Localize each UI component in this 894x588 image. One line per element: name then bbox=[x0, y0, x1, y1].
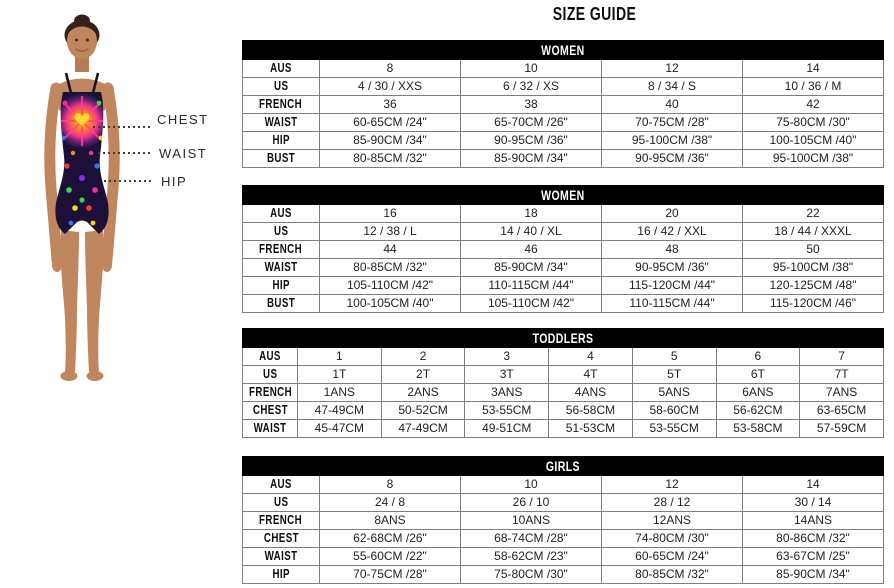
table-row bbox=[243, 114, 884, 132]
size-cell: 53-58CM bbox=[716, 420, 800, 438]
row-label-cell bbox=[243, 530, 320, 548]
row-label: HIP bbox=[272, 278, 290, 292]
table-row bbox=[243, 132, 884, 150]
table-header-band bbox=[243, 329, 884, 348]
size-cell: 57-59CM bbox=[800, 420, 884, 438]
size-cell: 100-105CM /40" bbox=[743, 132, 884, 150]
row-label: FRENCH bbox=[259, 513, 303, 527]
row-label: WAIST bbox=[253, 421, 287, 435]
page-title-text: SIZE GUIDE bbox=[553, 4, 637, 24]
row-label: US bbox=[262, 367, 278, 381]
row-label: WAIST bbox=[264, 549, 298, 563]
size-cell: 12 bbox=[602, 60, 743, 78]
size-cell: 95-100CM /38" bbox=[743, 150, 884, 168]
hip-label: HIP bbox=[161, 174, 188, 189]
row-label: US bbox=[273, 224, 289, 238]
row-label: AUS bbox=[270, 61, 292, 75]
size-cell: 14 bbox=[743, 60, 884, 78]
size-cell: 4ANS bbox=[549, 384, 633, 402]
row-label-cell bbox=[243, 78, 320, 96]
size-cell: 48 bbox=[602, 241, 743, 259]
table-row bbox=[243, 277, 884, 295]
waist-label: WAIST bbox=[159, 146, 208, 161]
row-label-cell bbox=[243, 96, 320, 114]
size-cell: 58-60CM bbox=[632, 402, 716, 420]
row-label-cell bbox=[243, 512, 320, 530]
size-cell: 110-115CM /44" bbox=[602, 295, 743, 313]
row-label: WAIST bbox=[264, 115, 298, 129]
size-cell: 56-62CM bbox=[716, 402, 800, 420]
row-label: HIP bbox=[272, 133, 290, 147]
table-row bbox=[243, 366, 884, 384]
table-row bbox=[243, 60, 884, 78]
size-cell: 8 bbox=[320, 476, 461, 494]
row-label-cell bbox=[243, 366, 298, 384]
size-cell: 53-55CM bbox=[465, 402, 549, 420]
size-cell: 20 bbox=[602, 205, 743, 223]
row-label: US bbox=[273, 79, 289, 93]
size-cell: 18 / 44 / XXXL bbox=[743, 223, 884, 241]
size-cell: 46 bbox=[461, 241, 602, 259]
size-cell: 120-125CM /48" bbox=[743, 277, 884, 295]
size-cell: 5 bbox=[632, 348, 716, 366]
size-cell: 8ANS bbox=[320, 512, 461, 530]
size-cell: 47-49CM bbox=[298, 402, 382, 420]
row-label-cell bbox=[243, 384, 298, 402]
table-row bbox=[243, 150, 884, 168]
size-cell: 74-80CM /30" bbox=[602, 530, 743, 548]
size-cell: 5ANS bbox=[632, 384, 716, 402]
row-label-cell bbox=[243, 402, 298, 420]
size-cell: 14 bbox=[743, 476, 884, 494]
size-table-women-8-14 bbox=[242, 40, 884, 168]
table-header-band bbox=[243, 41, 884, 60]
size-cell: 14 / 40 / XL bbox=[461, 223, 602, 241]
size-cell: 2 bbox=[381, 348, 465, 366]
row-label: CHEST bbox=[263, 531, 299, 545]
size-cell: 63-67CM /25" bbox=[743, 548, 884, 566]
size-cell: 85-90CM /34" bbox=[461, 150, 602, 168]
size-cell: 3ANS bbox=[465, 384, 549, 402]
table-row bbox=[243, 548, 884, 566]
size-cell: 115-120CM /46" bbox=[743, 295, 884, 313]
size-cell: 80-86CM /32" bbox=[743, 530, 884, 548]
row-label-cell bbox=[243, 548, 320, 566]
size-cell: 50 bbox=[743, 241, 884, 259]
size-cell: 10ANS bbox=[461, 512, 602, 530]
size-cell: 90-95CM /36" bbox=[461, 132, 602, 150]
size-cell: 42 bbox=[743, 96, 884, 114]
size-table-women-16-22 bbox=[242, 185, 884, 313]
row-label-cell bbox=[243, 295, 320, 313]
size-cell: 85-90CM /34" bbox=[461, 259, 602, 277]
size-cell: 1ANS bbox=[298, 384, 382, 402]
size-cell: 80-85CM /32" bbox=[320, 259, 461, 277]
size-cell: 4 bbox=[549, 348, 633, 366]
row-label-cell bbox=[243, 277, 320, 295]
table-row bbox=[243, 295, 884, 313]
size-cell: 7 bbox=[800, 348, 884, 366]
size-cell: 2ANS bbox=[381, 384, 465, 402]
table-header-title: GIRLS bbox=[545, 458, 581, 474]
size-cell: 62-68CM /26" bbox=[320, 530, 461, 548]
row-label-cell bbox=[243, 494, 320, 512]
size-cell: 51-53CM bbox=[549, 420, 633, 438]
size-cell: 8 bbox=[320, 60, 461, 78]
row-label: US bbox=[273, 495, 289, 509]
table-row bbox=[243, 566, 884, 584]
table-row bbox=[243, 476, 884, 494]
size-cell: 8 / 34 / S bbox=[602, 78, 743, 96]
row-label-cell bbox=[243, 223, 320, 241]
size-cell: 47-49CM bbox=[381, 420, 465, 438]
size-cell: 105-110CM /42" bbox=[320, 277, 461, 295]
table-row bbox=[243, 420, 884, 438]
model-photo bbox=[25, 8, 175, 390]
size-cell: 14ANS bbox=[743, 512, 884, 530]
size-cell: 65-70CM /26" bbox=[461, 114, 602, 132]
row-label-cell bbox=[243, 420, 298, 438]
size-cell: 10 / 36 / M bbox=[743, 78, 884, 96]
row-label-cell bbox=[243, 132, 320, 150]
row-label: BUST bbox=[266, 151, 296, 165]
model-figure bbox=[25, 8, 175, 390]
row-label-cell bbox=[243, 114, 320, 132]
size-cell: 75-80CM /30" bbox=[743, 114, 884, 132]
table-row bbox=[243, 241, 884, 259]
size-cell: 80-85CM /32" bbox=[320, 150, 461, 168]
size-cell: 40 bbox=[602, 96, 743, 114]
size-cell: 50-52CM bbox=[381, 402, 465, 420]
size-cell: 2T bbox=[381, 366, 465, 384]
size-table-toddlers bbox=[242, 328, 884, 438]
table-header-title: WOMEN bbox=[541, 187, 585, 203]
row-label: FRENCH bbox=[259, 97, 303, 111]
size-cell: 90-95CM /36" bbox=[602, 259, 743, 277]
size-cell: 28 / 12 bbox=[602, 494, 743, 512]
size-cell: 16 / 42 / XXL bbox=[602, 223, 743, 241]
size-cell: 58-62CM /23" bbox=[461, 548, 602, 566]
size-cell: 6 bbox=[716, 348, 800, 366]
size-cell: 80-85CM /32" bbox=[602, 566, 743, 584]
table-header-band bbox=[243, 186, 884, 205]
table-row bbox=[243, 259, 884, 277]
chest-label: CHEST bbox=[157, 112, 209, 127]
row-label: FRENCH bbox=[259, 242, 303, 256]
row-label-cell bbox=[243, 348, 298, 366]
table-header-title: TODDLERS bbox=[532, 330, 594, 346]
size-cell: 36 bbox=[320, 96, 461, 114]
size-cell: 10 bbox=[461, 476, 602, 494]
size-table-girls bbox=[242, 456, 884, 584]
row-label-cell bbox=[243, 566, 320, 584]
size-cell: 38 bbox=[461, 96, 602, 114]
size-cell: 6T bbox=[716, 366, 800, 384]
size-cell: 22 bbox=[743, 205, 884, 223]
size-cell: 45-47CM bbox=[298, 420, 382, 438]
size-cell: 56-58CM bbox=[549, 402, 633, 420]
row-label: FRENCH bbox=[249, 385, 293, 399]
row-label: AUS bbox=[270, 477, 292, 491]
size-cell: 3T bbox=[465, 366, 549, 384]
size-cell: 95-100CM /38" bbox=[602, 132, 743, 150]
size-cell: 12 bbox=[602, 476, 743, 494]
row-label: CHEST bbox=[252, 403, 288, 417]
size-cell: 55-60CM /22" bbox=[320, 548, 461, 566]
row-label-cell bbox=[243, 241, 320, 259]
size-cell: 7ANS bbox=[800, 384, 884, 402]
hip-leader-line bbox=[104, 180, 154, 182]
size-cell: 4 / 30 / XXS bbox=[320, 78, 461, 96]
table-row bbox=[243, 384, 884, 402]
table-row bbox=[243, 402, 884, 420]
size-cell: 60-65CM /24" bbox=[602, 548, 743, 566]
waist-leader-line bbox=[98, 152, 153, 154]
size-cell: 10 bbox=[461, 60, 602, 78]
page-title bbox=[430, 4, 760, 25]
size-cell: 26 / 10 bbox=[461, 494, 602, 512]
row-label: AUS bbox=[259, 349, 281, 363]
row-label: AUS bbox=[270, 206, 292, 220]
row-label: BUST bbox=[266, 296, 296, 310]
table-row bbox=[243, 530, 884, 548]
row-label-cell bbox=[243, 150, 320, 168]
table-row bbox=[243, 205, 884, 223]
size-cell: 95-100CM /38" bbox=[743, 259, 884, 277]
size-cell: 44 bbox=[320, 241, 461, 259]
table-row bbox=[243, 223, 884, 241]
size-cell: 63-65CM bbox=[800, 402, 884, 420]
size-cell: 6ANS bbox=[716, 384, 800, 402]
size-cell: 105-110CM /42" bbox=[461, 295, 602, 313]
size-cell: 4T bbox=[549, 366, 633, 384]
table-header-title: WOMEN bbox=[541, 42, 585, 58]
size-cell: 68-74CM /28" bbox=[461, 530, 602, 548]
table-row bbox=[243, 512, 884, 530]
table-header-band bbox=[243, 457, 884, 476]
row-label-cell bbox=[243, 259, 320, 277]
size-cell: 100-105CM /40" bbox=[320, 295, 461, 313]
size-cell: 75-80CM /30" bbox=[461, 566, 602, 584]
size-cell: 70-75CM /28" bbox=[320, 566, 461, 584]
size-cell: 5T bbox=[632, 366, 716, 384]
row-label: HIP bbox=[272, 567, 290, 581]
table-row bbox=[243, 78, 884, 96]
size-cell: 115-120CM /44" bbox=[602, 277, 743, 295]
size-cell: 6 / 32 / XS bbox=[461, 78, 602, 96]
table-row bbox=[243, 348, 884, 366]
row-label-cell bbox=[243, 205, 320, 223]
size-cell: 53-55CM bbox=[632, 420, 716, 438]
size-cell: 90-95CM /36" bbox=[602, 150, 743, 168]
size-cell: 12ANS bbox=[602, 512, 743, 530]
size-cell: 16 bbox=[320, 205, 461, 223]
size-cell: 12 / 38 / L bbox=[320, 223, 461, 241]
size-cell: 1 bbox=[298, 348, 382, 366]
size-cell: 85-90CM /34" bbox=[743, 566, 884, 584]
row-label-cell bbox=[243, 60, 320, 78]
chest-leader-line bbox=[93, 126, 152, 128]
size-cell: 60-65CM /24" bbox=[320, 114, 461, 132]
size-cell: 110-115CM /44" bbox=[461, 277, 602, 295]
size-cell: 70-75CM /28" bbox=[602, 114, 743, 132]
size-cell: 30 / 14 bbox=[743, 494, 884, 512]
table-row bbox=[243, 494, 884, 512]
size-cell: 18 bbox=[461, 205, 602, 223]
size-cell: 49-51CM bbox=[465, 420, 549, 438]
table-row bbox=[243, 96, 884, 114]
size-cell: 1T bbox=[298, 366, 382, 384]
size-cell: 3 bbox=[465, 348, 549, 366]
size-cell: 85-90CM /34" bbox=[320, 132, 461, 150]
row-label-cell bbox=[243, 476, 320, 494]
size-cell: 24 / 8 bbox=[320, 494, 461, 512]
size-cell: 7T bbox=[800, 366, 884, 384]
swimsuit bbox=[55, 92, 109, 234]
row-label: WAIST bbox=[264, 260, 298, 274]
